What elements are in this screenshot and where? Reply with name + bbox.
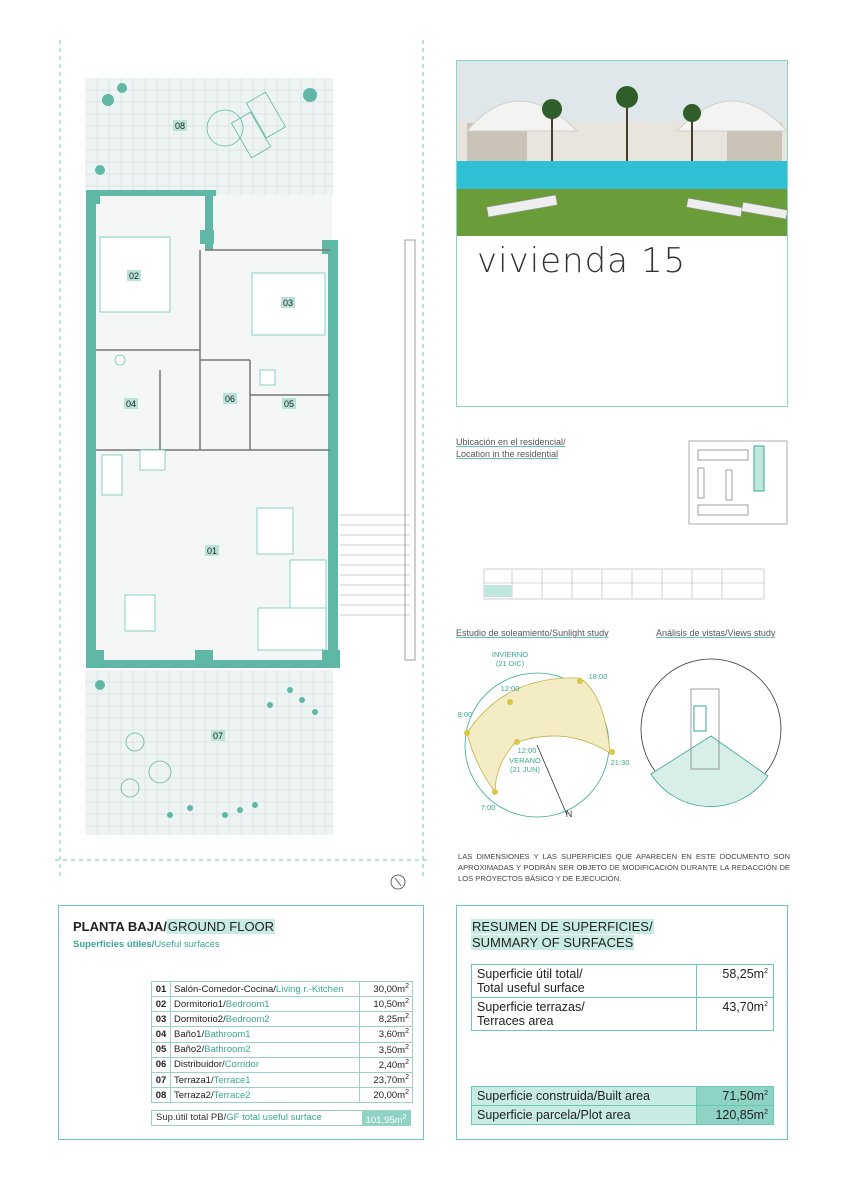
gf-title-es: PLANTA BAJA/ [73, 919, 167, 934]
hero-photo [457, 61, 787, 236]
room-name-en: Living r.-Kitchen [275, 983, 344, 995]
unit-sup: 2 [405, 1043, 409, 1051]
gf-subtitle-es: Superficies útiles/ [73, 939, 155, 950]
room-area [360, 997, 413, 1012]
room-area-value: 23,70m [373, 1075, 406, 1087]
room-label-08: 08 [174, 121, 186, 131]
room-row [152, 1072, 413, 1087]
room-name-es: Terraza1/ [174, 1074, 214, 1086]
gf-title-en: GROUND FLOOR [167, 919, 275, 934]
room-name-es: Dormitorio1/ [174, 998, 226, 1010]
useful-surface-row [472, 965, 774, 998]
room-name [171, 1088, 360, 1103]
terraces-label-es: Superficie terrazas/ [477, 1000, 585, 1014]
room-number: 07 [152, 1072, 171, 1087]
terraces-value: 43,70m [722, 1000, 765, 1014]
room-area-value: 3,60m [378, 1029, 406, 1041]
views-study-label [656, 628, 775, 638]
location-label [456, 436, 566, 460]
built-value: 71,50m [722, 1089, 765, 1103]
winter-date: (21 DIC) [495, 659, 525, 668]
room-area [360, 982, 413, 997]
room-area-value: 10,50m [373, 999, 406, 1011]
ground-floor-title [73, 919, 275, 934]
room-label-07: 07 [212, 731, 224, 741]
ground-floor-subtitle [73, 939, 220, 950]
gf-subtitle-en: Useful surfaces [154, 939, 220, 950]
time-2130: 21:30 [610, 758, 630, 767]
summary-title-es: RESUMEN DE SUPERFICIES/ [472, 919, 653, 934]
summary-title-en: SUMMARY OF SURFACES [472, 935, 634, 950]
location-label-en: Location in the residential [456, 449, 559, 459]
useful-value: 58,25m [722, 967, 765, 981]
room-name-es: Dormitorio2/ [174, 1013, 226, 1025]
room-name-es: Salón-Comedor-Cocina/ [174, 983, 276, 995]
room-label-04: 04 [125, 399, 137, 409]
room-number: 01 [152, 982, 171, 997]
summary-box [456, 905, 788, 1140]
room-name-en: Bathroom1 [204, 1029, 251, 1041]
room-row [152, 997, 413, 1012]
total-useful-surface [151, 1110, 411, 1126]
plot-label-en: Plot area [580, 1108, 631, 1122]
room-label-01: 01 [206, 546, 218, 556]
room-area [360, 1057, 413, 1072]
room-area [360, 1088, 413, 1103]
room-name-en: Terrace1 [213, 1074, 251, 1086]
sun-study-label-es: Estudio de soleamiento/ [456, 628, 553, 638]
room-label-03: 03 [282, 298, 294, 308]
room-name-es: Baño1/ [174, 1029, 205, 1041]
room-label-06: 06 [224, 394, 236, 404]
ground-floor-box [58, 905, 424, 1140]
room-name [171, 982, 360, 997]
room-area-value: 8,25m [378, 1014, 406, 1026]
room-area [360, 1072, 413, 1087]
room-name [171, 1027, 360, 1042]
unit-sup: 2 [405, 1028, 409, 1036]
room-number: 03 [152, 1012, 171, 1027]
room-row [152, 982, 413, 997]
room-name-en: Bathroom2 [204, 1044, 251, 1056]
room-area [360, 1012, 413, 1027]
room-name-en: Bedroom1 [225, 998, 270, 1010]
room-number: 06 [152, 1057, 171, 1072]
summary-table-built [471, 1086, 774, 1125]
room-number: 02 [152, 997, 171, 1012]
room-number: 08 [152, 1088, 171, 1103]
time-1200-summer: 12:00 [517, 746, 537, 755]
room-name-es: Baño2/ [174, 1044, 205, 1056]
room-number: 05 [152, 1042, 171, 1057]
disclaimer-text: LAS DIMENSIONES Y LAS SUPERFICIES QUE APARECEN EN ESTE DOCUMENTO SON APROXIMADAS Y PODRÁN SER OBJETO DE MODIFICACIÓN DURANTE LA REDACCIÓN DE LOS PROYECTOS BÁSICO Y DE EJECUCIÓN. [458, 852, 790, 883]
time-800: 8:00 [457, 710, 473, 719]
time-1800: 18:00 [588, 672, 608, 681]
unit-sup: 2 [402, 1114, 407, 1121]
views-study-label-es: Análisis de vistas/ [656, 628, 728, 638]
residential-elevation [482, 565, 772, 601]
room-number: 04 [152, 1027, 171, 1042]
sun-study-diagram [455, 645, 630, 825]
terraces-row [472, 998, 774, 1031]
room-name [171, 1042, 360, 1057]
views-study-label-en: Views study [727, 628, 776, 638]
room-area-value: 30,00m [373, 984, 406, 996]
unit-sup: 2 [764, 1000, 768, 1008]
time-1200-winter: 12:00 [500, 684, 520, 693]
summary-table [471, 964, 774, 1031]
unit-sup: 2 [764, 1108, 768, 1116]
room-label-05: 05 [283, 399, 295, 409]
room-name-es: Distribuidor/ [174, 1059, 225, 1071]
summer-label: VERANO [509, 756, 541, 765]
room-name-en: Terrace2 [213, 1089, 251, 1101]
unit-sup: 2 [405, 1073, 409, 1081]
summer-date: (21 JUN) [509, 765, 541, 774]
room-area-value: 3,50m [378, 1044, 406, 1056]
unit-sup: 2 [405, 983, 409, 990]
room-row [152, 1042, 413, 1057]
useful-label-en: Total useful surface [477, 981, 585, 995]
room-area [360, 1042, 413, 1057]
room-label-02: 02 [128, 271, 140, 281]
built-area-row [472, 1087, 774, 1106]
plot-area-row [472, 1106, 774, 1125]
room-name [171, 997, 360, 1012]
room-name [171, 1072, 360, 1087]
location-label-es: Ubicación en el residencial/ [456, 437, 566, 447]
terraces-label-en: Terraces area [477, 1014, 554, 1028]
room-area-value: 2,40m [378, 1059, 406, 1071]
total-value: 101,95m [365, 1115, 403, 1127]
total-label-en: GF total useful surface [226, 1112, 322, 1123]
useful-label-es: Superficie útil total/ [477, 967, 583, 981]
room-name-en: Bedroom2 [225, 1013, 270, 1025]
room-area [360, 1027, 413, 1042]
unit-sup: 2 [405, 998, 409, 1006]
north-label: N [565, 809, 573, 819]
unit-sup: 2 [764, 967, 768, 975]
page-title: vivienda 15 [477, 241, 687, 281]
room-row [152, 1012, 413, 1027]
total-label-es: Sup.útil total PB/ [156, 1112, 227, 1123]
built-label-es: Superficie construida/ [477, 1089, 598, 1103]
sun-study-label [456, 628, 609, 638]
hero-card [456, 60, 788, 407]
unit-sup: 2 [764, 1089, 768, 1097]
winter-label: INVIERNO [491, 650, 529, 659]
room-area-value: 20,00m [373, 1090, 406, 1102]
rooms-table [151, 981, 413, 1103]
floor-plan [40, 40, 430, 900]
unit-sup: 2 [405, 1013, 409, 1021]
room-row [152, 1057, 413, 1072]
plot-value: 120,85m [715, 1108, 765, 1122]
room-name-es: Terraza2/ [174, 1089, 214, 1101]
room-name-en: Corridor [224, 1059, 259, 1071]
room-name [171, 1012, 360, 1027]
unit-sup: 2 [405, 1089, 409, 1097]
room-row [152, 1088, 413, 1103]
summary-title [471, 919, 654, 951]
plot-label-es: Superficie parcela/ [477, 1108, 581, 1122]
unit-sup: 2 [405, 1058, 409, 1066]
location-map [688, 440, 788, 525]
built-label-en: Built area [597, 1089, 651, 1103]
room-row [152, 1027, 413, 1042]
views-study-diagram [636, 654, 786, 804]
time-700: 7:00 [480, 803, 496, 812]
sun-study-label-en: Sunlight study [552, 628, 609, 638]
room-name [171, 1057, 360, 1072]
